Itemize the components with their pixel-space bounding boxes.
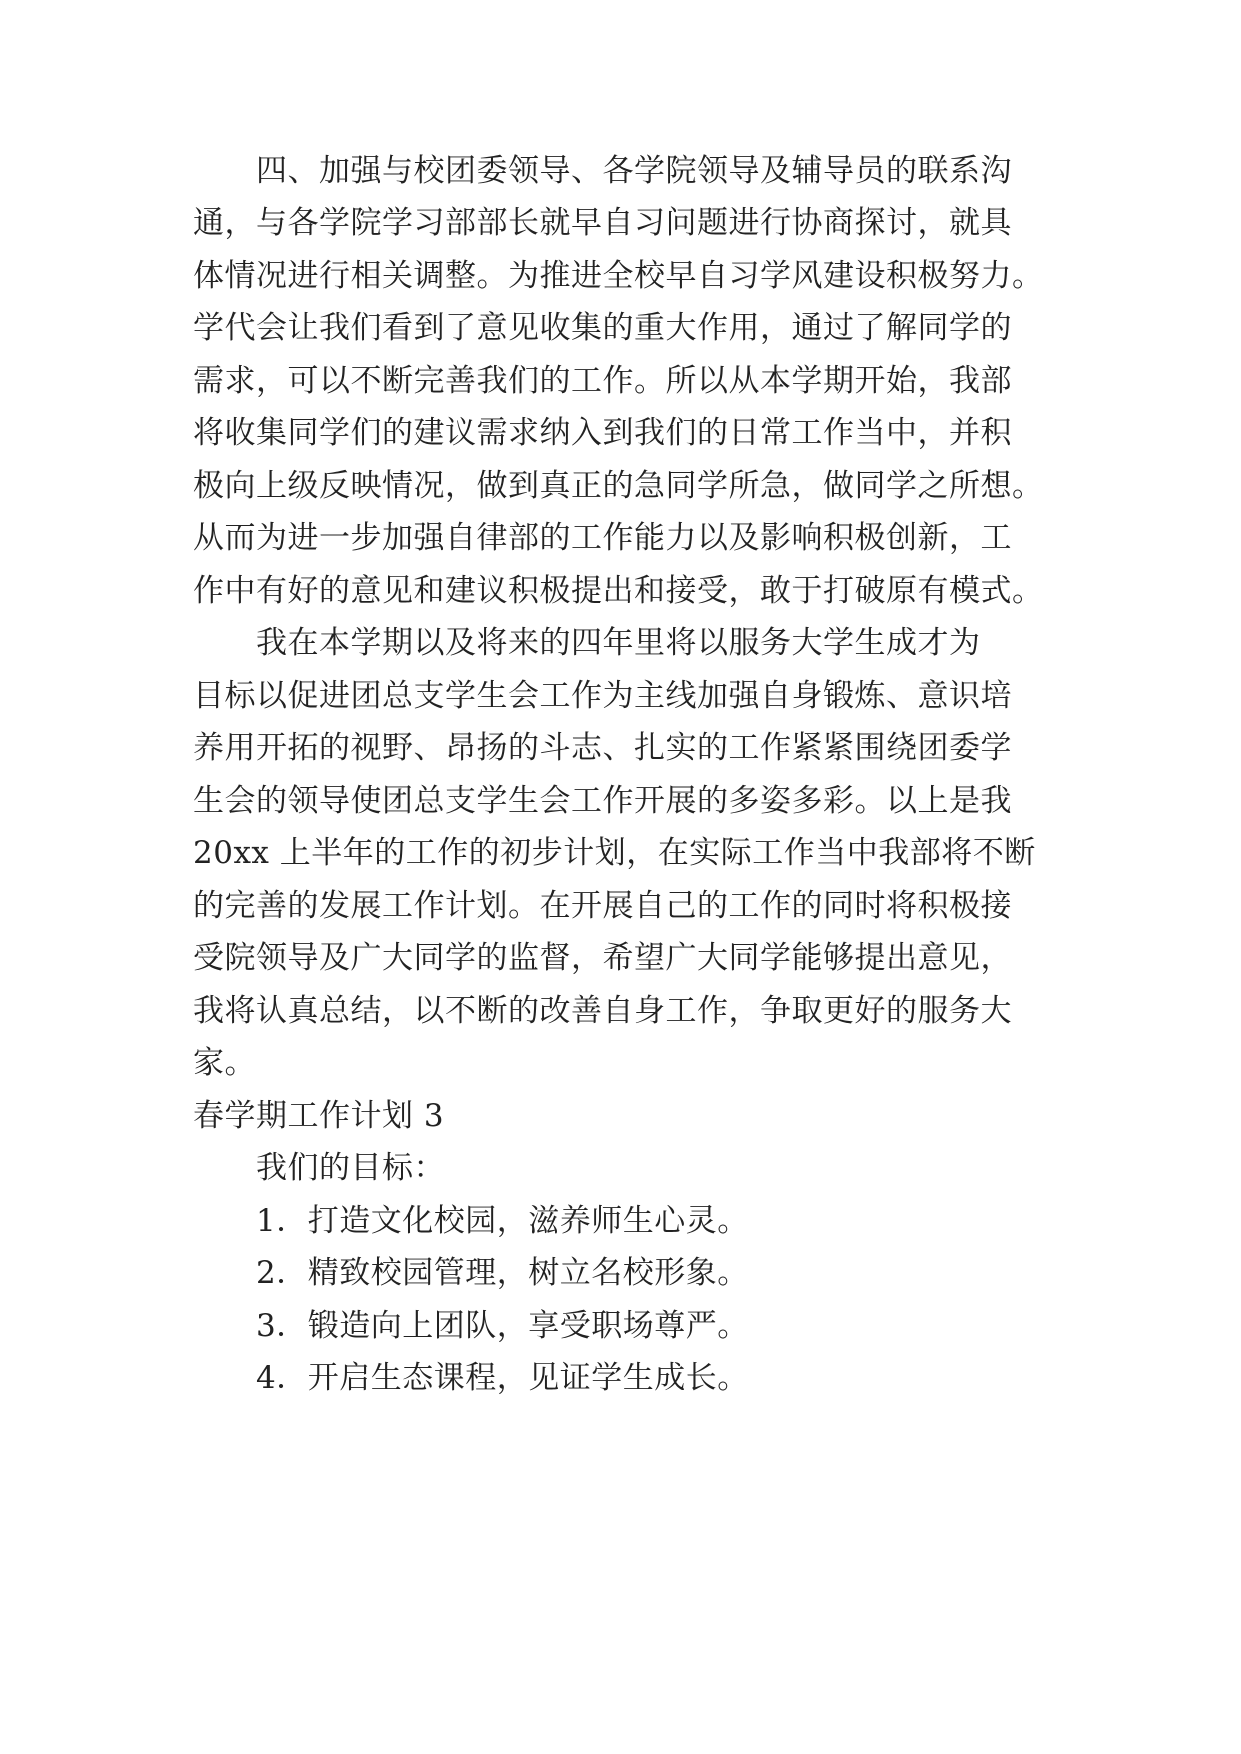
paragraph-2-line: 我在本学期以及将来的四年里将以服务大学生成才为 bbox=[256, 625, 981, 661]
paragraph-2-line: 家。 bbox=[193, 1045, 256, 1081]
paragraph-2-line: 我将认真总结，以不断的改善自身工作，争取更好的服务大 bbox=[193, 993, 1012, 1029]
paragraph-1-line: 通，与各学院学习部部长就早自习问题进行协商探讨，就具 bbox=[193, 205, 1012, 241]
paragraph-2-line: 目标以促进团总支学生会工作为主线加强自身锻炼、意识培 bbox=[193, 678, 1012, 714]
paragraph-2-line: 的完善的发展工作计划。在开展自己的工作的同时将积极接 bbox=[193, 888, 1012, 924]
paragraph-1-line: 从而为进一步加强自律部的工作能力以及影响积极创新，工 bbox=[193, 520, 1012, 556]
paragraph-2-line: 20xx 上半年的工作的初步计划，在实际工作当中我部将不断 bbox=[193, 835, 1036, 871]
paragraph-1-line: 需求，可以不断完善我们的工作。所以从本学期开始，我部 bbox=[193, 363, 1012, 399]
paragraph-1-line: 体情况进行相关调整。为推进全校早自习学风建设积极努力。 bbox=[193, 258, 1044, 294]
paragraph-2-line: 受院领导及广大同学的监督，希望广大同学能够提出意见， bbox=[193, 940, 1012, 976]
paragraph-2-line: 养用开拓的视野、昂扬的斗志、扎实的工作紧紧围绕团委学 bbox=[193, 730, 1012, 766]
paragraph-1-line: 极向上级反映情况，做到真正的急同学所急，做同学之所想。 bbox=[193, 468, 1044, 504]
goal-item: 1．打造文化校园，滋养师生心灵。 bbox=[256, 1203, 749, 1239]
paragraph-1-line: 四、加强与校团委领导、各学院领导及辅导员的联系沟 bbox=[256, 153, 1012, 189]
paragraph-2-line: 生会的领导使团总支学生会工作开展的多姿多彩。以上是我 bbox=[193, 783, 1012, 819]
paragraph-1-line: 将收集同学们的建议需求纳入到我们的日常工作当中，并积 bbox=[193, 415, 1012, 451]
goals-label: 我们的目标： bbox=[256, 1150, 445, 1186]
goal-item: 3．锻造向上团队，享受职场尊严。 bbox=[256, 1308, 749, 1344]
paragraph-1-line: 作中有好的意见和建议积极提出和接受，敢于打破原有模式。 bbox=[193, 573, 1044, 609]
section-title: 春学期工作计划 3 bbox=[193, 1098, 445, 1134]
goal-item: 2．精致校园管理，树立名校形象。 bbox=[256, 1255, 749, 1291]
paragraph-1-line: 学代会让我们看到了意见收集的重大作用，通过了解同学的 bbox=[193, 310, 1012, 346]
goal-item: 4．开启生态课程，见证学生成长。 bbox=[256, 1360, 749, 1396]
